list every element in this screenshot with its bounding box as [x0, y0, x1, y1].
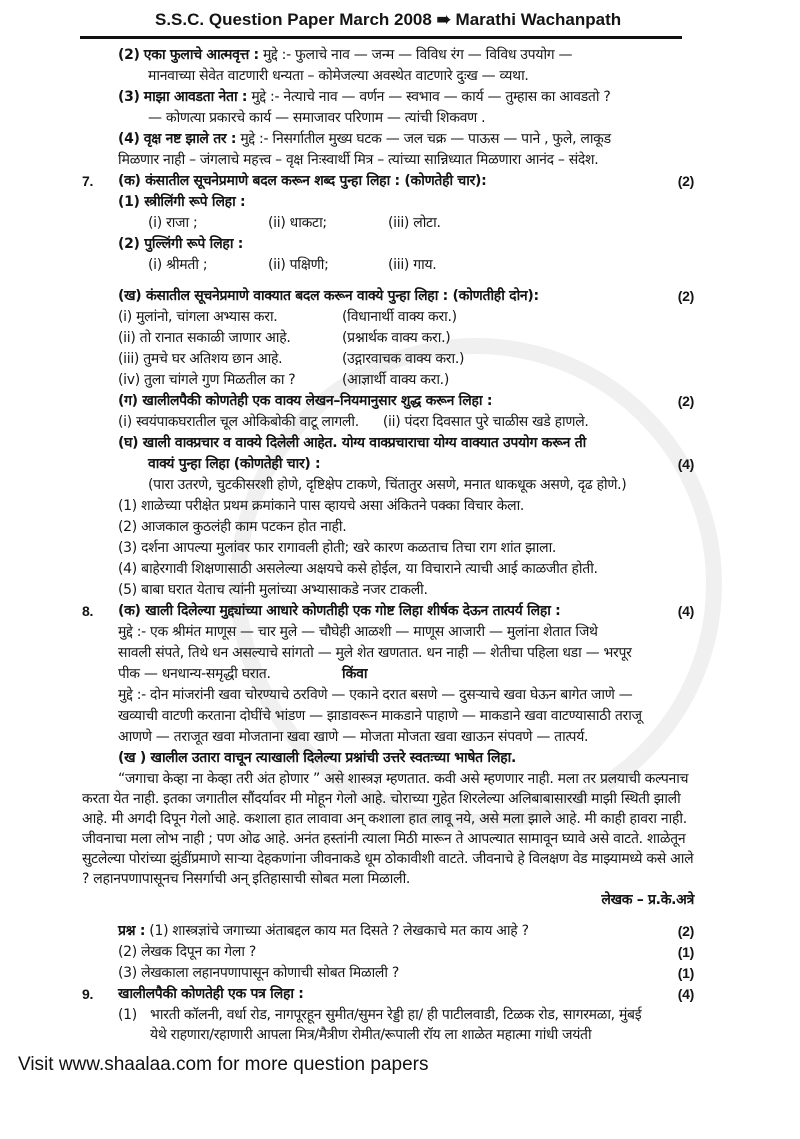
sentence: (i) मुलांनो, चांगला अभ्यास करा. [118, 309, 278, 325]
story-points: सावली संपते, तिथे धन असल्याचे सांगतो — मुले शेत खणतात. धन नाही — शेतीचा पहिला धडा — भरपूर [118, 645, 632, 661]
q7-gha-heading [82, 433, 694, 453]
sentence: (1) शाळेच्या परीक्षेत प्रथम क्रमांकाने पास व्हायचे असा अंकितने पक्का विचार केला. [118, 498, 525, 514]
essay-points-cont: मानवाच्या सेवेत वाटणारी धन्यता – कोमेजल्या अवस्थेत वाटणारे दुःख — व्यथा. [148, 68, 529, 84]
sub-instruction: पुल्लिंगी रूपे लिहा : [144, 236, 244, 252]
question-number: 7. [82, 173, 94, 189]
story-row [82, 706, 694, 726]
marks: (4) [677, 603, 694, 619]
item-number: (4) [118, 131, 140, 147]
section-instruction-cont: वाक्यं पुन्हा लिहा (कोणतेही चार) : [148, 456, 321, 472]
essay-2 [82, 45, 694, 65]
sentence-row [82, 496, 694, 516]
section-label: (घ) [118, 435, 139, 451]
page-header [155, 8, 800, 32]
essay-2-cont [82, 66, 694, 86]
section-label: (ख) [118, 288, 142, 304]
word: (iii) गाय. [388, 257, 437, 273]
sub-instruction: स्त्रीलिंगी रूपे लिहा : [144, 194, 246, 210]
item-number: (2) [118, 47, 140, 63]
q7-ka-heading [82, 171, 694, 191]
essay-points: मुद्दे :- निसर्गातील मुख्य घटक — जल चक्र — पाऊस — पाने , फुले, लाकूड [240, 131, 611, 147]
section-label: (ग) [118, 393, 138, 409]
sentence: (3) दर्शना आपल्या मुलांवर फार रागावली होती; खरे कारण कळताच तिचा राग शांत झाला. [118, 540, 557, 556]
passage-line: सामावून घ्यावे असे वाटते. शाळेतून सुटलेल्या पोरांच्या झुंडींप्रमाणे साऱ्या देहकणांना जीवनाकडे धूम ठोकावीशी वाटते. [82, 831, 686, 867]
essay-points: मुद्दे :- फुलाचे नाव — जन्म — विविध रंग — विविध उपयोग — [262, 47, 573, 63]
q7-kha-heading [82, 286, 694, 306]
story-row [82, 643, 694, 663]
question-row [82, 942, 694, 962]
section-label: (क) [118, 603, 141, 619]
passage-line: माझी स्थिती झाली आहे. मी अगदी दिपून गेलो आहे. कशाला हात लावावा अन् कशाला हात लावू नये, असे मला झाले [82, 791, 681, 827]
essay-points-cont: — कोणत्या प्रकारचे कार्य — समाजावर परिणाम — त्यांची शिकवण . [148, 110, 486, 126]
sentence: (iv) तुला चांगले गुण मिळतील का ? [118, 372, 296, 388]
story-points: मुद्दे :- एक श्रीमंत माणूस — चार मुले — चौघेही आळशी — माणूस आजारी — मुलांना शेतात जिथे [118, 624, 598, 640]
q7-gha-heading-cont [82, 454, 694, 474]
item-number: (3) [118, 89, 140, 105]
sentence-row [82, 328, 694, 348]
question: (1) शास्त्रज्ञांचे जगाच्या अंताबद्दल काय मत दिसते ? लेखकाचे मत काय आहे ? [149, 923, 529, 939]
letter-prompt: भारती कॉलनी, वर्धा रोड, नागपूरहून सुमीत/सुमन रेड्डी हा/ ही पाटीलवाडी, टिळक रोड, सागरमळा, [150, 1007, 615, 1023]
section-instruction: कंसातील सूचनेप्रमाणे वाक्यात बदल करून वाक्ये पुन्हा लिहा : (कोणतीही दोन): [145, 288, 539, 304]
essay-title: एका फुलाचे आत्मवृत्त : [143, 47, 259, 63]
q9-heading: खालीलपैकी कोणतेही एक पत्र लिहा : [118, 986, 304, 1002]
passage [82, 769, 694, 889]
sentence-row [82, 370, 694, 390]
sentence-row [82, 412, 694, 432]
question-number: 8. [82, 603, 94, 619]
passage-line: आहे. मी काही हावरा नाही. जीवनाचा मला लोभ नाही ; पण ओढ आहे. अनंत हस्तांनी त्याला मिठी मारून ते आपल्यात [82, 811, 687, 847]
story-row [82, 664, 694, 684]
word: (i) राजा ; [148, 215, 198, 231]
sub-label: (1) [118, 194, 140, 210]
question-number: 9. [82, 986, 94, 1002]
story-points: आणणे — तराजूत खवा मोजताना खवा खाणे — मोजता मोजता खवा खाऊन संपवणे — तात्पर्य. [118, 729, 589, 745]
section-instruction: खाली वाक्प्रचार व वाक्ये दिलेली आहेत. योग्य वाक्प्रचाराचा योग्य वाक्यात उपयोग करून ती [142, 435, 587, 451]
sentence: (i) स्वयंपाकघरातील चूल ओकिबोकी वाटू लागली. [118, 414, 359, 430]
passage-line: “जगाचा केव्हा ना केव्हा तरी अंत होणार ” असे शास्त्रज्ञ म्हणतात. कवी असे म्हणणार नाही. मला तर प्रलयाची [118, 771, 641, 787]
question-row [82, 963, 694, 983]
section-instruction: खालीलपैकी कोणतेही एक वाक्य लेखन–नियमानुसार शुद्ध करून लिहा : [142, 393, 493, 409]
passage-line: जीवनाचे हे विलक्षण वेड माझ्यामध्ये कसे आले ? लहानपणापासूनच निसर्गाची अन् इतिहासाची सोबत मला मिळाली. [82, 851, 694, 887]
question-paper-body [82, 45, 694, 1045]
story-row [82, 685, 694, 705]
header-subject: Marathi Wachanpath [455, 10, 622, 29]
word: (ii) धाकटा; [268, 215, 327, 231]
word-list [82, 255, 694, 275]
marks: (1) [677, 965, 694, 981]
essay-title: वृक्ष नष्ट झाले तर : [143, 131, 237, 147]
hint: (विधानार्थी वाक्य करा.) [342, 309, 457, 325]
essay-4 [82, 129, 694, 149]
story-points: मुद्दे :- दोन मांजरांनी खवा चोरण्याचे ठरविणे — एकाने दरात बसणे — दुसऱ्याचे खवा घेऊन बागेत जाणे — [118, 687, 633, 703]
sentence: (4) बाहेरगावी शिक्षणासाठी असलेल्या अक्षयचे कसे होईल, या विचाराने त्याची आई काळजीत होती. [118, 561, 598, 577]
phrase-list-row [82, 475, 694, 495]
section-label: (क) [118, 173, 141, 189]
sentence-row [82, 580, 694, 600]
marks: (2) [677, 923, 694, 939]
marks: (2) [677, 288, 694, 304]
question-label: प्रश्न : [118, 923, 146, 939]
q8-kha-heading [82, 748, 694, 768]
marks: (4) [677, 986, 694, 1002]
sentence-row [82, 538, 694, 558]
q7-ga-heading [82, 391, 694, 411]
essay-4-cont [82, 150, 694, 170]
question-row [82, 921, 694, 941]
footer-link[interactable]: Visit www.shaalaa.com for more question papers [18, 1054, 429, 1075]
header-title: S.S.C. Question Paper March 2008 [155, 10, 432, 29]
sentence: (ii) पंदरा दिवसात पुरे चाळीस खडे हाणले. [382, 414, 589, 430]
hint: (उद्गारवाचक वाक्य करा.) [342, 351, 465, 367]
section-instruction: खाली दिलेल्या मुद्द्यांच्या आधारे कोणतीही एक गोष्ट लिहा शीर्षक देऊन तात्पर्य लिहा : [145, 603, 561, 619]
word: (i) श्रीमती ; [148, 257, 208, 273]
essay-points-cont: मिळणार नाही – जंगलाचे महत्त्व – वृक्ष निःस्वार्थी मित्र – त्यांच्या सान्निध्यात मिळणारा आनंद – संदेश. [118, 152, 599, 168]
section-instruction: कंसातील सूचनेप्रमाणे बदल करून शब्द पुन्हा लिहा : (कोणतेही चार): [145, 173, 487, 189]
sentence: (ii) तो रानात सकाळी जाणार आहे. [118, 330, 291, 346]
q9-heading-row [82, 984, 694, 1004]
sentence: (iii) तुमचे घर अतिशय छान आहे. [118, 351, 283, 367]
sentence-row [82, 307, 694, 327]
header-rule [80, 36, 682, 39]
sentence-row [82, 349, 694, 369]
passage-author: लेखक – प्र.के.अत्रे [601, 892, 694, 908]
word-list [82, 213, 694, 233]
arrow-icon: ➠ [436, 10, 451, 29]
marks: (2) [677, 393, 694, 409]
marks: (2) [677, 173, 694, 189]
section-instruction: खालील उतारा वाचून त्याखाली दिलेल्या प्रश्नांची उत्तरे स्वतःच्या भाषेत लिहा. [150, 750, 517, 766]
letter-prompt: मुंबई येथे राहणारा/रहाणारी आपला मित्र/मैत्रीण रोमीत/रूपाली रॉय ला शाळेत महात्मा गांधी जयंती [150, 1007, 642, 1043]
or-label: किंवा [342, 666, 368, 682]
essay-points: मुद्दे :- नेत्याचे नाव — वर्णन — स्वभाव — कार्य — तुम्हास का आवडतो ? [251, 89, 611, 105]
q7-ka-sub2 [82, 234, 694, 254]
hint: (आज्ञार्थी वाक्य करा.) [342, 372, 449, 388]
story-points: पीक — धनधान्य-समृद्धी घरात. [118, 666, 271, 682]
sub-label: (2) [118, 236, 140, 252]
marks: (1) [677, 944, 694, 960]
story-points: खव्याची वाटणी करताना दोघींचे भांडण — झाडावरून माकडाने पाहाणे — माकडाने खवा वाटण्यासाठी तराजू [118, 708, 642, 724]
sentence-row [82, 559, 694, 579]
essay-3 [82, 87, 694, 107]
word: (ii) पक्षिणी; [268, 257, 329, 273]
marks: (4) [677, 456, 694, 472]
sentence: (5) बाबा घरात येताच त्यांनी मुलांच्या अभ्यासाकडे नजर टाकली. [118, 582, 428, 598]
hint: (प्रश्नार्थक वाक्य करा.) [342, 330, 451, 346]
story-row [82, 622, 694, 642]
sentence: (2) आजकाल कुठलंही काम पटकन होत नाही. [118, 519, 347, 535]
letter-item-number: (1) [118, 1007, 137, 1023]
phrase-list: (पारा उतरणे, चुटकीसरशी होणे, दृष्टिक्षेप टाकणे, चिंतातुर असणे, मनात धाकधूक असणे, दृढ होणे.) [148, 477, 627, 493]
q7-ka-sub1 [82, 192, 694, 212]
question: (2) लेखक दिपून का गेला ? [118, 944, 256, 960]
essay-title: माझा आवडता नेता : [143, 89, 248, 105]
sentence-row [82, 517, 694, 537]
section-label: (ख ) [118, 750, 146, 766]
q8-ka-heading [82, 601, 694, 621]
author-row [82, 890, 694, 910]
word: (iii) लोटा. [388, 215, 441, 231]
letter-prompt-row [82, 1005, 694, 1045]
passage-line: कल्पनाच करता येत नाही. इतका जगातील सौंदर्यावर मी मोहून गेलो आहे. चोराच्या गुहेत शिरलेल्या अलिबाबासारखी [82, 771, 689, 807]
story-row [82, 727, 694, 747]
essay-3-cont [82, 108, 694, 128]
question: (3) लेखकाला लहानपणापासून कोणाची सोबत मिळाली ? [118, 965, 400, 981]
